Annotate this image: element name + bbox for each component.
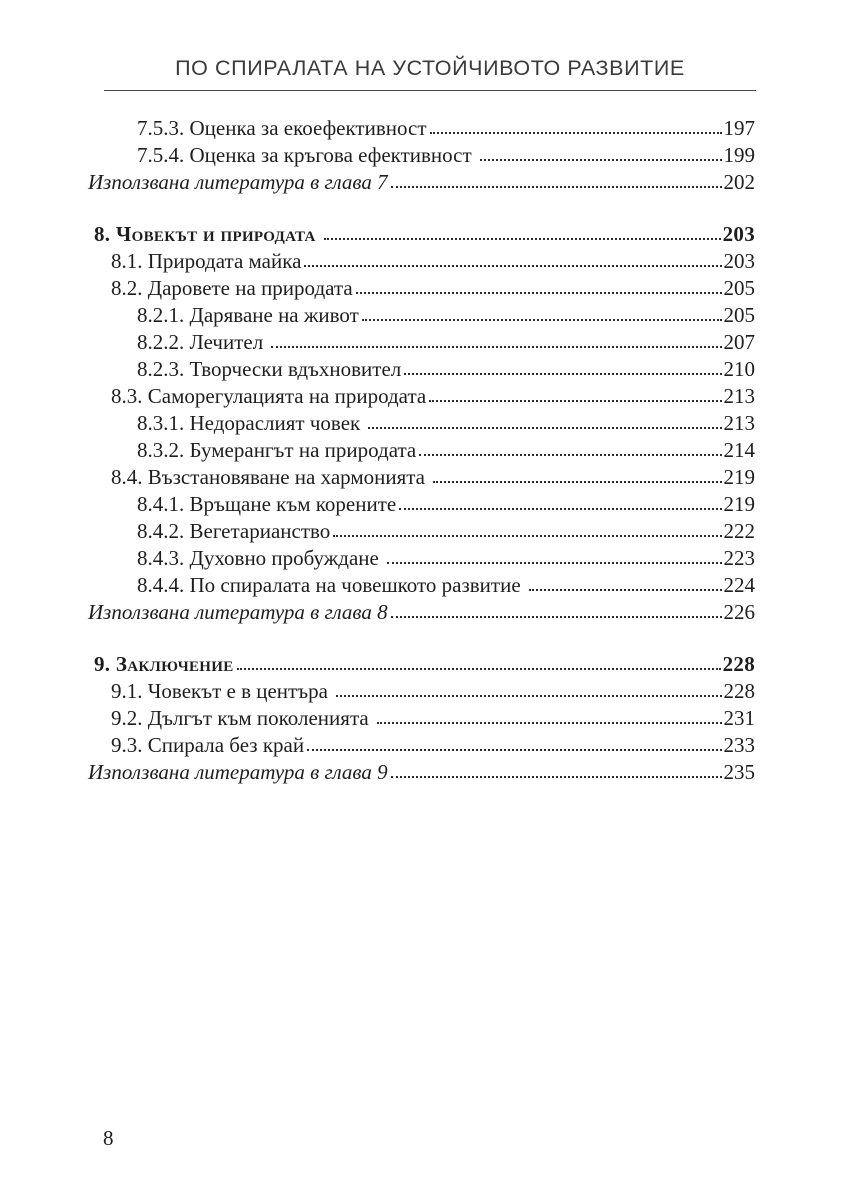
toc-entry-page: 226	[723, 600, 755, 624]
toc-entry	[137, 545, 755, 572]
dot-leader	[391, 776, 722, 778]
toc-entry-label: 8.4. Възстановяване на хармонията	[111, 465, 431, 489]
page-number: 8	[103, 1126, 114, 1150]
table-of-contents	[88, 115, 755, 786]
toc-entry-chapter	[94, 221, 755, 248]
toc-entry-page: 224	[723, 573, 755, 597]
toc-entry-page: 222	[723, 519, 755, 543]
dot-leader	[307, 749, 721, 751]
toc-entry	[111, 732, 755, 759]
toc-entry	[111, 248, 755, 275]
toc-entry-label: 8.4.4. По спиралата на човешкото развитие	[137, 573, 526, 597]
toc-entry-page: 235	[723, 760, 755, 784]
toc-entry-label: Използвана литература в глава 9	[88, 760, 388, 784]
toc-entry	[137, 437, 755, 464]
dot-leader	[336, 695, 721, 697]
dot-leader	[433, 481, 721, 483]
toc-entry-page: 233	[723, 733, 755, 757]
toc-entry-page: 203	[723, 249, 755, 273]
toc-entry-label: 8.2.1. Даряване на живот	[137, 303, 359, 327]
toc-entry-page: 197	[723, 116, 755, 140]
toc-entry-label: Използвана литература в глава 7	[88, 170, 388, 194]
toc-entry-label: 8.2.3. Творчески вдъхновител	[137, 357, 402, 381]
toc-entry-label: 9.3. Спирала без край	[111, 733, 305, 757]
toc-entry	[137, 518, 755, 545]
dot-leader	[529, 589, 722, 591]
dot-leader	[271, 346, 721, 348]
toc-entry	[137, 329, 755, 356]
dot-leader	[391, 186, 722, 188]
toc-entry-page: 205	[723, 276, 755, 300]
toc-entry	[111, 275, 755, 302]
toc-entry-label: 7.5.3. Оценка за екоефективност	[137, 116, 427, 140]
toc-entry-label: 8.3.2. Бумерангът на природата	[137, 438, 417, 462]
toc-entry	[137, 142, 755, 169]
toc-entry-page: 213	[723, 384, 755, 408]
toc-entry	[137, 491, 755, 518]
toc-entry-label: 9.1. Човекът е в центъра	[111, 679, 334, 703]
dot-leader	[404, 373, 721, 375]
toc-entry-label: 7.5.4. Оценка за кръгова ефективност	[137, 143, 477, 167]
toc-entry	[137, 302, 755, 329]
dot-leader	[368, 427, 721, 429]
toc-entry-label: 8.3.1. Недораслият човек	[137, 411, 366, 435]
toc-entry-page: 228	[723, 679, 755, 703]
dot-leader	[356, 292, 722, 294]
toc-entry-page: 231	[723, 706, 755, 730]
toc-entry-page: 202	[723, 170, 755, 194]
dot-leader	[480, 159, 722, 161]
toc-entry-page: 199	[723, 143, 755, 167]
dot-leader	[333, 535, 721, 537]
toc-entry-page: 219	[723, 465, 755, 489]
toc-entry-page: 228	[722, 652, 755, 676]
toc-entry-label: 8.2. Даровете на природата	[111, 276, 353, 300]
toc-entry-page: 205	[723, 303, 755, 327]
toc-entry-label: 9. Заключение	[94, 652, 234, 676]
toc-entry-page: 214	[723, 438, 755, 462]
dot-leader	[419, 454, 721, 456]
toc-entry-page: 203	[722, 222, 755, 246]
toc-entry-label: 8.2.2. Лечител	[137, 330, 269, 354]
toc-entry-label: 8.4.1. Връщане към корените	[137, 492, 397, 516]
toc-entry-literature	[88, 599, 755, 626]
toc-entry-page: 213	[723, 411, 755, 435]
toc-entry-page: 207	[723, 330, 755, 354]
toc-entry-label: Използвана литература в глава 8	[88, 600, 388, 624]
toc-entry-literature	[88, 169, 755, 196]
toc-entry	[137, 115, 755, 142]
dot-leader	[324, 238, 720, 240]
toc-entry-chapter	[94, 651, 755, 678]
dot-leader	[377, 722, 722, 724]
dot-leader	[362, 319, 722, 321]
dot-leader	[387, 562, 721, 564]
dot-leader	[429, 400, 721, 402]
dot-leader	[430, 132, 722, 134]
header-rule	[104, 90, 756, 91]
toc-entry	[137, 410, 755, 437]
toc-entry-label: 8.4.3. Духовно пробуждане	[137, 546, 385, 570]
toc-entry-literature	[88, 759, 755, 786]
toc-entry	[111, 678, 755, 705]
toc-entry-label: 9.2. Дългът към поколенията	[111, 706, 374, 730]
toc-entry-page: 223	[723, 546, 755, 570]
toc-entry-page: 210	[723, 357, 755, 381]
dot-leader	[399, 508, 721, 510]
toc-entry-label: 8.3. Саморегулацията на природата	[111, 384, 427, 408]
toc-entry	[111, 464, 755, 491]
toc-entry-label: 8.4.2. Вегетарианство	[137, 519, 331, 543]
toc-entry	[111, 705, 755, 732]
toc-entry-label: 8.1. Природата майка	[111, 249, 302, 273]
toc-entry-label: 8. Човекът и природата	[94, 222, 322, 246]
running-title: ПО СПИРАЛАТА НА УСТОЙЧИВОТО РАЗВИТИЕ	[175, 56, 685, 80]
dot-leader	[304, 265, 721, 267]
toc-entry	[111, 383, 755, 410]
toc-entry-page: 219	[723, 492, 755, 516]
toc-entry	[137, 356, 755, 383]
dot-leader	[237, 668, 721, 670]
toc-entry	[137, 572, 755, 599]
dot-leader	[391, 616, 722, 618]
